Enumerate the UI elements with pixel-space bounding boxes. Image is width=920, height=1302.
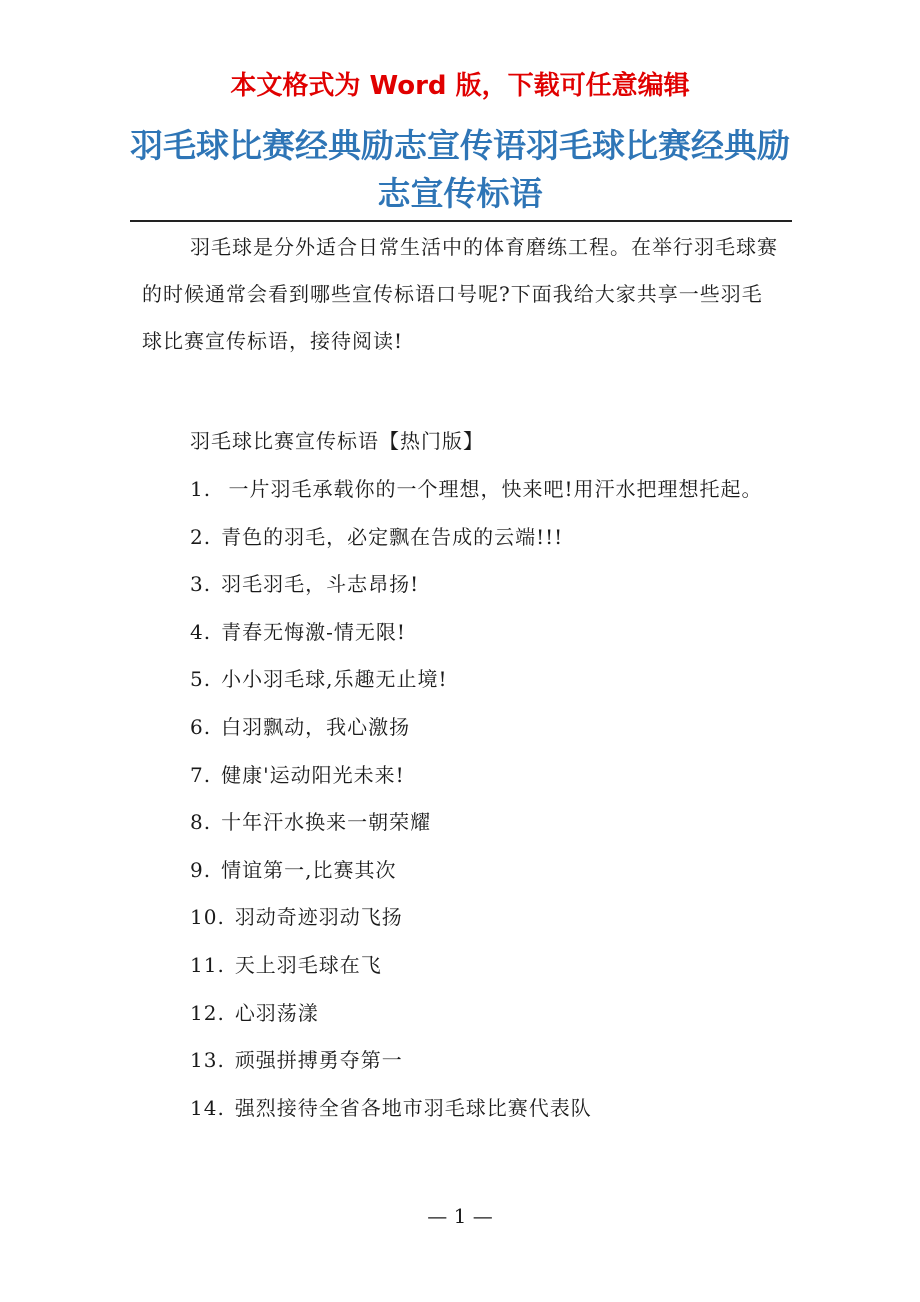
list-item-number: 12. (190, 1000, 225, 1025)
list-item-number: 13. (190, 1048, 225, 1073)
list-item (142, 799, 782, 847)
list-item (142, 656, 782, 704)
list-item-number: 5. (190, 667, 212, 692)
list-item-text: 强烈接待全省各地市羽毛球比赛代表队 (234, 1095, 592, 1120)
list-item-text: 羽动奇迹羽动飞扬 (234, 905, 403, 930)
list-item-text: 青春无悔激-情无限! (221, 619, 406, 644)
document-title: 羽毛球比赛经典励志宣传语羽毛球比赛经典励志宣传标语 (130, 126, 790, 213)
list-item (142, 894, 782, 942)
list-item-text: 情谊第一,比赛其次 (221, 857, 397, 882)
list-item (142, 942, 782, 990)
list-item-number: 3. (190, 572, 212, 597)
list-item-number: 8. (190, 810, 212, 835)
list-item-number: 14. (190, 1095, 225, 1120)
section-heading: 羽毛球比赛宣传标语【热门版】 (190, 429, 484, 453)
list-item (142, 1037, 782, 1085)
list-item-number: 1. (190, 477, 212, 501)
list-item (142, 466, 782, 514)
list-item-text: 十年汗水换来一朝荣耀 (221, 810, 432, 835)
list-item-text: 小小羽毛球,乐趣无止境! (221, 667, 448, 692)
list-item (142, 847, 782, 895)
list-item (142, 752, 782, 800)
list-item-text: 顽强拼搏勇夺第一 (234, 1048, 403, 1073)
list-item (142, 1085, 782, 1133)
list-item (142, 704, 782, 752)
title-divider (130, 220, 792, 222)
list-item (142, 609, 782, 657)
list-item-number: 4. (190, 619, 212, 644)
list-item-number: 6. (190, 714, 212, 739)
list-item-text: 天上羽毛球在飞 (234, 952, 382, 977)
slogan-list (142, 466, 782, 1132)
list-item-number: 2. (190, 524, 212, 549)
list-item-number: 11. (190, 952, 225, 977)
list-item-text: 一片羽毛承载你的一个理想，快来吧!用汗水把理想托起。 (221, 477, 763, 501)
list-item-number: 10. (190, 905, 225, 930)
list-item (142, 561, 782, 609)
list-item-text: 青色的羽毛，必定飘在告成的云端!!! (221, 524, 564, 549)
list-item (142, 990, 782, 1038)
list-item-number: 9. (190, 857, 212, 882)
intro-paragraph: 羽毛球是分外适合日常生活中的体育磨练工程。在举行羽毛球赛的时候通常会看到哪些宣传标语口号呢?下面我给大家共享一些羽毛球比赛宣传标语，接待阅读! (142, 235, 778, 353)
list-item-text: 羽毛羽毛，斗志昂扬! (221, 572, 420, 597)
page-number: — 1 — (427, 1204, 493, 1228)
list-item-number: 7. (190, 762, 212, 787)
list-item (142, 514, 782, 562)
list-item-text: 心羽荡漾 (234, 1000, 319, 1025)
list-item-text: 健康'运动阳光未来! (221, 762, 405, 787)
format-notice: 本文格式为 Word 版，下载可任意编辑 (230, 71, 690, 101)
list-item-text: 白羽飘动，我心激扬 (221, 714, 411, 739)
